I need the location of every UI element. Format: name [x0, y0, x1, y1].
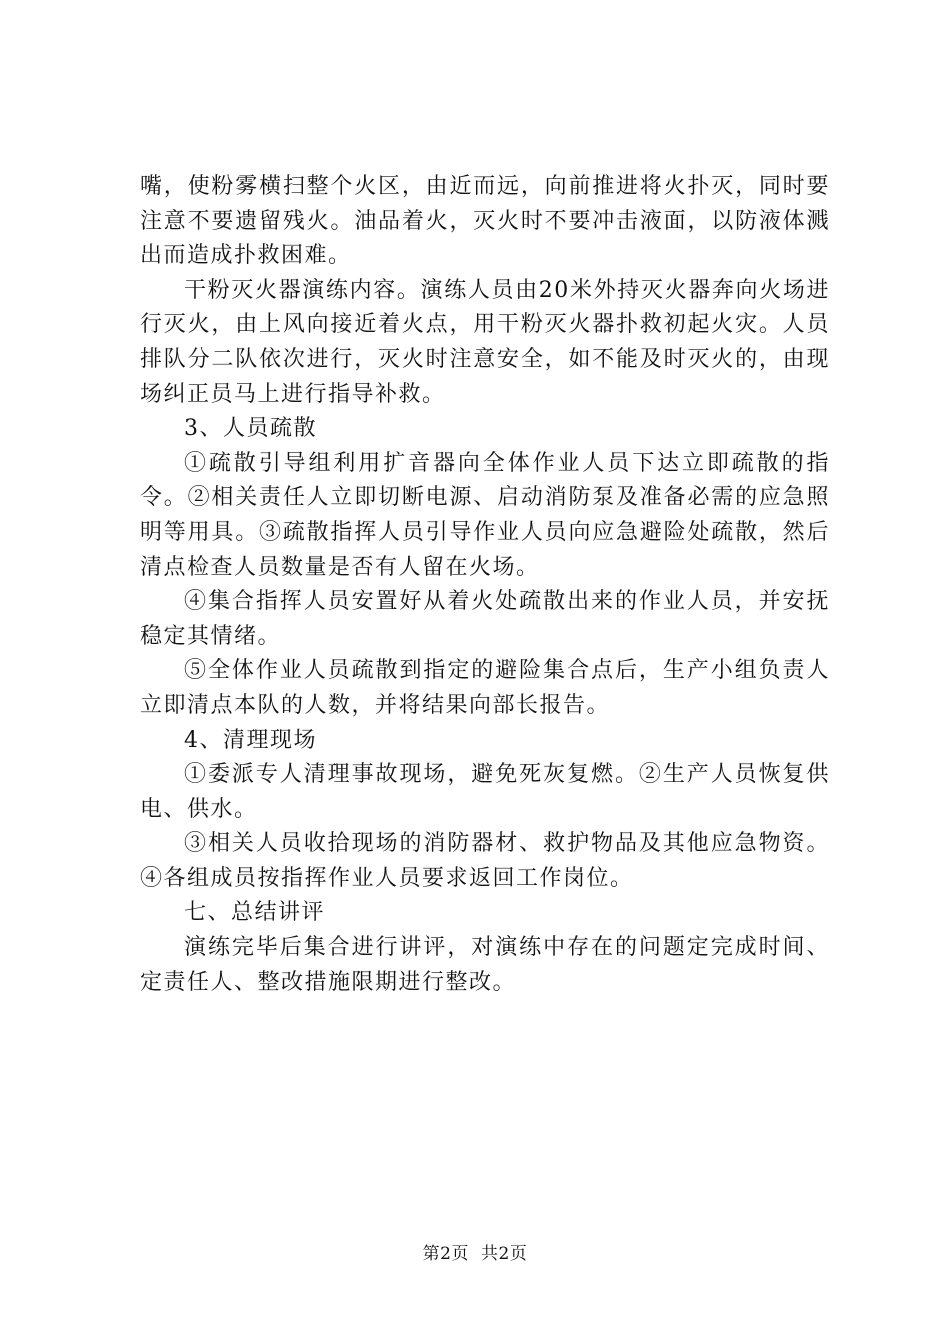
paragraph-8: ①委派专人清理事故现场，避免死灰复燃。②生产人员恢复供电、供水。	[140, 762, 830, 822]
paragraph-1: 嘴，使粉雾横扫整个火区，由近而远，向前推进将火扑灭，同时要注意不要遗留残火。油品着火，灭火时不要冲击液面，以防液体溅出而造成扑救困难。	[140, 174, 830, 269]
paragraph-6: ⑤全体作业人员疏散到指定的避险集合点后，生产小组负责人立即清点本队的人数，并将结果向部长报告。	[140, 658, 830, 718]
page-number-current: 第2页	[422, 1244, 469, 1264]
section-heading-evacuation: 3、人员疏散	[184, 416, 317, 442]
paragraph-9: ③相关人员收拾现场的消防器材、救护物品及其他应急物资。④各组成员按指挥作业人员要求返回工作岗位。	[140, 831, 830, 891]
paragraph-11: 演练完毕后集合进行讲评，对演练中存在的问题定完成时间、定责任人、整改措施限期进行整改。	[140, 935, 830, 995]
page-number-total: 共2页	[481, 1244, 528, 1264]
paragraph-2: 干粉灭火器演练内容。演练人员由20米外持灭火器奔向火场进行灭火，由上风向接近着火点，用干粉灭火器扑救初起火灾。人员排队分二队依次进行，灭火时注意安全，如不能及时灭火的，由现场纠正员马上进行指导补救。	[140, 277, 830, 407]
paragraph-4: ①疏散引导组利用扩音器向全体作业人员下达立即疏散的指令。②相关责任人立即切断电源、启动消防泵及准备必需的应急照明等用具。③疏散指挥人员引导作业人员向应急避险处疏散，然后清点检查人员数量是否有人留在火场。	[140, 450, 830, 580]
section-heading-cleanup: 4、清理现场	[184, 727, 317, 753]
page-footer	[0, 1242, 950, 1266]
paragraph-5: ④集合指挥人员安置好从着火处疏散出来的作业人员，并安抚稳定其情绪。	[140, 589, 830, 649]
section-heading-summary: 七、总结讲评	[184, 900, 326, 926]
document-body	[140, 170, 830, 1000]
